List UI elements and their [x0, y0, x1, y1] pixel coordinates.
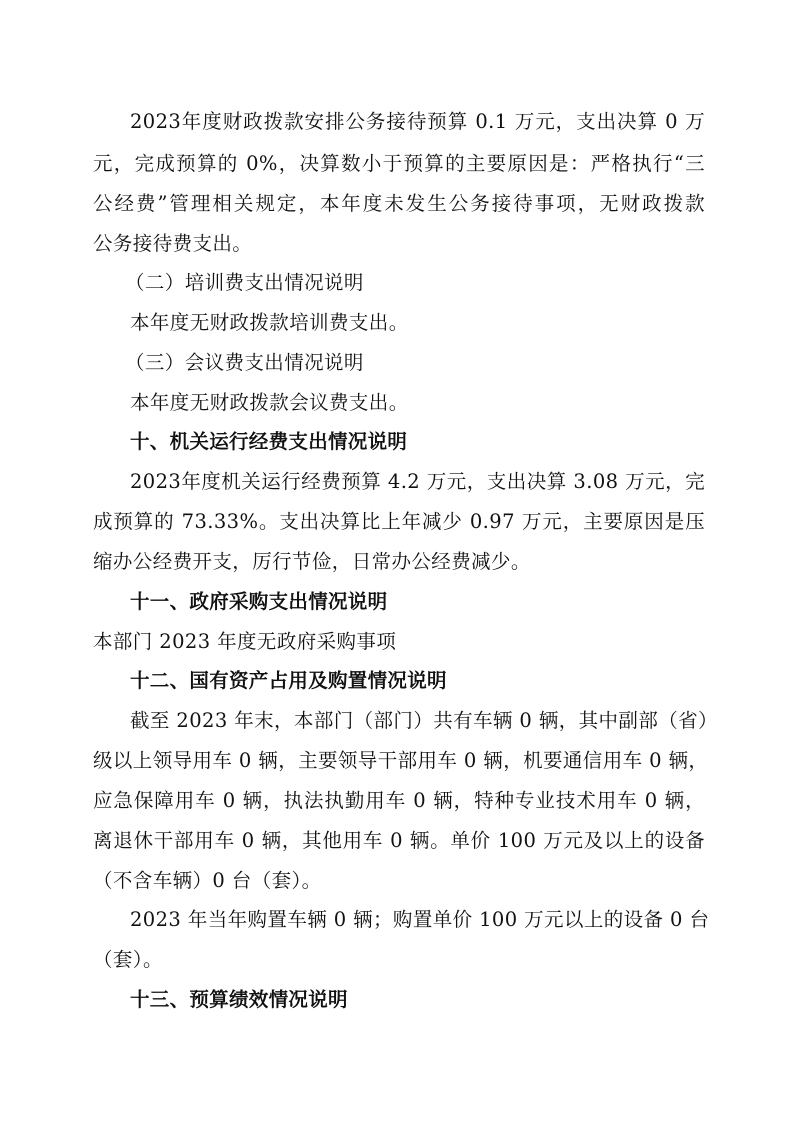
- paragraph-line: （不含车辆）0 台（套）。: [93, 869, 322, 892]
- paragraph-line: 应急保障用车 0 辆，执法执勤用车 0 辆，特种专业技术用车 0 辆，: [93, 789, 705, 812]
- paragraph-line: （套）。: [93, 948, 163, 971]
- paragraph-line: 公经费”管理相关规定，本年度未发生公务接待事项，无财政拨款: [93, 192, 705, 215]
- paragraph-line: 2023年度机关运行经费预算 4.2 万元，支出决算 3.08 万元，完: [130, 470, 705, 493]
- section-heading: 十一、政府采购支出情况说明: [130, 590, 388, 613]
- paragraph-line: 本年度无财政拨款培训费支出。: [130, 311, 409, 334]
- paragraph-line: 成预算的 73.33%。支出决算比上年减少 0.97 万元，主要原因是压: [93, 510, 705, 533]
- paragraph-line: 2023年度财政拨款安排公务接待预算 0.1 万元，支出决算 0 万: [130, 110, 705, 133]
- paragraph-line: 截至 2023 年末，本部门（部门）共有车辆 0 辆，其中副部（省）: [130, 709, 718, 732]
- subsection-heading: （三）会议费支出情况说明: [125, 351, 364, 374]
- paragraph-line: 元，完成预算的 0%，决算数小于预算的主要原因是：严格执行“三: [93, 152, 705, 175]
- paragraph-line: 离退休干部用车 0 辆，其他用车 0 辆。单价 100 万元及以上的设备: [93, 829, 705, 852]
- section-heading: 十二、国有资产占用及购置情况说明: [130, 669, 447, 692]
- paragraph-line: 本部门 2023 年度无政府采购事项: [93, 630, 397, 653]
- section-heading: 十三、预算绩效情况说明: [130, 988, 348, 1011]
- paragraph-line: 级以上领导用车 0 辆，主要领导干部用车 0 辆，机要通信用车 0 辆，: [93, 749, 709, 772]
- paragraph-line: 公务接待费支出。: [93, 232, 253, 255]
- paragraph-line: 2023 年当年购置车辆 0 辆；购置单价 100 万元以上的设备 0 台: [130, 908, 710, 931]
- subsection-heading: （二）培训费支出情况说明: [125, 271, 364, 294]
- section-heading: 十、机关运行经费支出情况说明: [130, 430, 408, 453]
- paragraph-line: 本年度无财政拨款会议费支出。: [130, 391, 409, 414]
- paragraph-line: 缩办公经费开支，厉行节俭，日常办公经费减少。: [93, 550, 531, 573]
